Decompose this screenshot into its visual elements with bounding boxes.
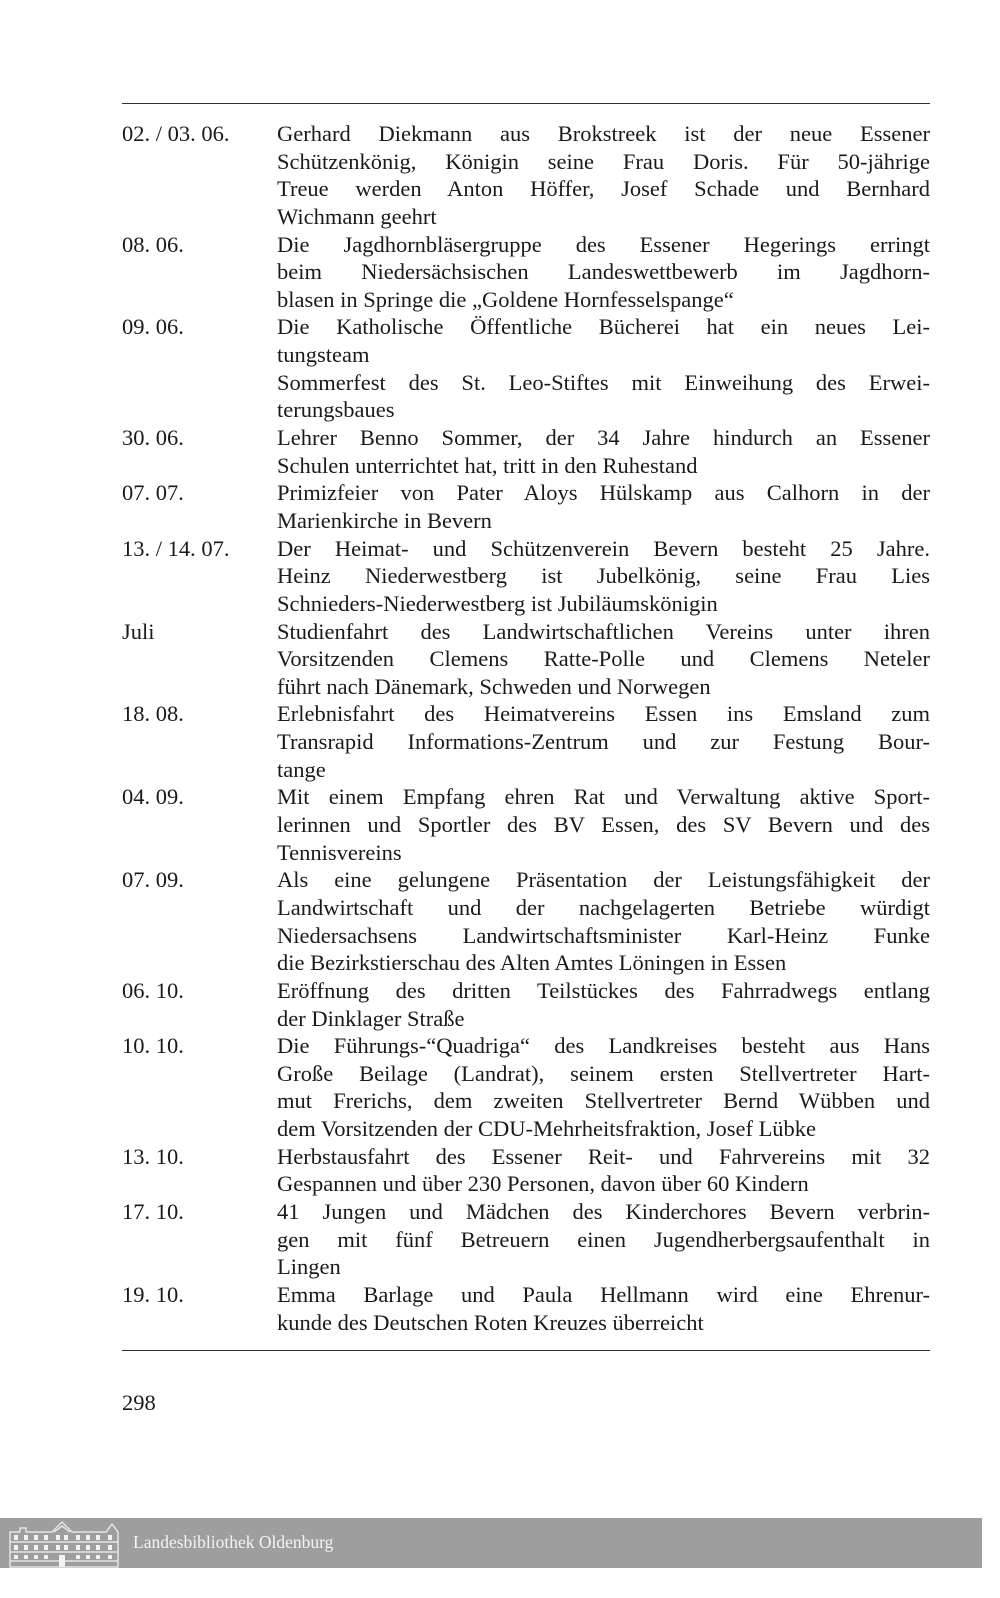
entry-date: 06. 10. xyxy=(122,977,184,1003)
entry-date: 13. 10. xyxy=(122,1143,184,1169)
entry-text xyxy=(277,866,930,977)
entry-text xyxy=(277,231,930,314)
entry-text xyxy=(277,1143,930,1198)
entry-text xyxy=(277,313,930,424)
entry-text-line: Niedersachsens Landwirtschaftsminister Karl-Heinz Funke xyxy=(277,922,930,948)
entry-text-line: Die Jagdhornbläsergruppe des Essener Hegerings erringt xyxy=(277,231,930,257)
entry-text-line: kunde des Deutschen Roten Kreuzes überreicht xyxy=(277,1309,704,1335)
entry-text xyxy=(277,424,930,479)
entry-date: 07. 09. xyxy=(122,867,184,893)
entry-text-line: Die Führungs-“Quadriga“ des Landkreises besteht aus Hans xyxy=(277,1033,930,1059)
chronicle-entry xyxy=(122,1198,930,1281)
entry-text-line: Lehrer Benno Sommer, der 34 Jahre hindurch an Essener xyxy=(277,425,930,451)
entry-text-line: Landwirtschaft und der nachgelagerten Betriebe würdigt xyxy=(277,894,930,920)
entry-date: 17. 10. xyxy=(122,1198,184,1224)
entry-text xyxy=(277,700,930,783)
entry-text-line: Schnieders-Niederwestberg ist Jubiläumskönigin xyxy=(277,590,718,616)
entry-text-line: die Bezirkstierschau des Alten Amtes Löningen in Essen xyxy=(277,950,787,976)
entry-text-line: Emma Barlage und Paula Hellmann wird eine Ehrenur- xyxy=(277,1281,930,1307)
entry-text-line: Gerhard Diekmann aus Brokstreek ist der neue Essener xyxy=(277,121,930,146)
entry-text-line: Mit einem Empfang ehren Rat und Verwaltung aktive Sport- xyxy=(277,784,930,810)
entry-text-line: mut Frerichs, dem zweiten Stellvertreter Bernd Wübben und xyxy=(277,1088,930,1114)
page-number: 298 xyxy=(122,1390,156,1415)
entry-text xyxy=(277,120,930,231)
entry-date: 18. 08. xyxy=(122,701,184,727)
chronicle-entry xyxy=(122,783,930,866)
top-rule xyxy=(122,103,930,104)
entry-text-line: Die Katholische Öffentliche Bücherei hat ein neues Lei- xyxy=(277,314,930,340)
entry-date: 09. 06. xyxy=(122,314,184,340)
chronicle-entry xyxy=(122,618,930,701)
entry-text xyxy=(277,977,930,1032)
entry-text-line: terungsbaues xyxy=(277,397,395,423)
entry-date: 07. 07. xyxy=(122,480,184,506)
entry-date: 30. 06. xyxy=(122,425,184,451)
entry-date: 02. / 03. 06. xyxy=(122,121,230,146)
entry-text-line: Eröffnung des dritten Teilstückes des Fahrradwegs entlang xyxy=(277,977,930,1003)
entry-text-line: Sommerfest des St. Leo-Stiftes mit Einweihung des Erwei- xyxy=(277,369,930,395)
entry-text xyxy=(277,1198,930,1281)
entry-date: Juli xyxy=(122,618,155,644)
entry-date: 04. 09. xyxy=(122,784,184,810)
entry-text-line: Transrapid Informations-Zentrum und zur Festung Bour- xyxy=(277,729,930,755)
entry-text-line: dem Vorsitzenden der CDU-Mehrheitsfraktion, Josef Lübke xyxy=(277,1116,817,1142)
library-name: Landesbibliothek Oldenburg xyxy=(133,1532,334,1552)
entry-text-line: Schulen unterrichtet hat, tritt in den Ruhestand xyxy=(277,452,698,478)
entry-text-line: beim Niedersächsischen Landeswettbewerb im Jagdhorn- xyxy=(277,259,930,285)
entry-text-line: Tennisvereins xyxy=(277,839,402,865)
entry-text-line: Herbstausfahrt des Essener Reit- und Fahrvereins mit 32 xyxy=(277,1143,930,1169)
library-building-icon xyxy=(6,1520,122,1568)
chronicle-entry xyxy=(122,1281,930,1336)
entry-text-line: lerinnen und Sportler des BV Essen, des SV Bevern und des xyxy=(277,812,930,838)
chronicle-entry xyxy=(122,231,930,314)
bottom-rule xyxy=(122,1350,930,1351)
chronicle-entry xyxy=(122,120,930,231)
entry-text-line: Marienkirche in Bevern xyxy=(277,507,492,533)
chronicle-entry xyxy=(122,535,930,618)
entry-text-line: Als eine gelungene Präsentation der Leistungsfähigkeit der xyxy=(277,867,930,893)
entry-text-line: Primizfeier von Pater Aloys Hülskamp aus Calhorn in der xyxy=(277,480,930,506)
entry-date: 08. 06. xyxy=(122,231,184,257)
entry-text-line: Erlebnisfahrt des Heimatvereins Essen ins Emsland zum xyxy=(277,701,930,727)
chronicle-entries xyxy=(122,120,930,1336)
entry-text xyxy=(277,618,930,701)
entry-date: 10. 10. xyxy=(122,1033,184,1059)
entry-text-line: 41 Jungen und Mädchen des Kinderchores Bevern verbrin- xyxy=(277,1198,930,1224)
entry-text-line: Lingen xyxy=(277,1254,341,1280)
entry-text-line: gen mit fünf Betreuern einen Jugendherbergsaufenthalt in xyxy=(277,1226,930,1252)
chronicle-entry xyxy=(122,977,930,1032)
entry-text-line: Studienfahrt des Landwirtschaftlichen Vereins unter ihren xyxy=(277,618,930,644)
entry-text-line: Schützenkönig, Königin seine Frau Doris. Für 50-jährige xyxy=(277,148,930,174)
entry-text-line: tungsteam xyxy=(277,342,370,368)
footer-banner xyxy=(0,1518,982,1568)
chronicle-entry xyxy=(122,1032,930,1143)
chronicle-entry xyxy=(122,1143,930,1198)
entry-text-line: führt nach Dänemark, Schweden und Norwegen xyxy=(277,673,711,699)
chronicle-entry xyxy=(122,424,930,479)
entry-text-line: Treue werden Anton Höffer, Josef Schade und Bernhard xyxy=(277,176,930,202)
entry-text-line: Wichmann geehrt xyxy=(277,203,437,229)
entry-text-line: der Dinklager Straße xyxy=(277,1005,465,1031)
entry-date: 19. 10. xyxy=(122,1281,184,1307)
entry-text-line: Der Heimat- und Schützenverein Bevern besteht 25 Jahre. xyxy=(277,535,930,561)
entry-text-line: Heinz Niederwestberg ist Jubelkönig, seine Frau Lies xyxy=(277,563,930,589)
entry-text-line: Vorsitzenden Clemens Ratte-Polle und Clemens Neteler xyxy=(277,646,930,672)
entry-text-line: Große Beilage (Landrat), seinem ersten Stellvertreter Hart- xyxy=(277,1060,930,1086)
chronicle-entry xyxy=(122,866,930,977)
entry-text xyxy=(277,479,930,534)
entry-text xyxy=(277,783,930,866)
entry-text xyxy=(277,1032,930,1143)
chronicle-entry xyxy=(122,479,930,534)
entry-text xyxy=(277,1281,930,1336)
entry-text-line: blasen in Springe die „Goldene Hornfesselspange“ xyxy=(277,286,734,312)
entry-date: 13. / 14. 07. xyxy=(122,535,230,561)
entry-text-line: tange xyxy=(277,756,326,782)
entry-text-line: Gespannen und über 230 Personen, davon über 60 Kindern xyxy=(277,1171,809,1197)
chronicle-entry xyxy=(122,313,930,424)
entry-text xyxy=(277,535,930,618)
chronicle-entry xyxy=(122,700,930,783)
